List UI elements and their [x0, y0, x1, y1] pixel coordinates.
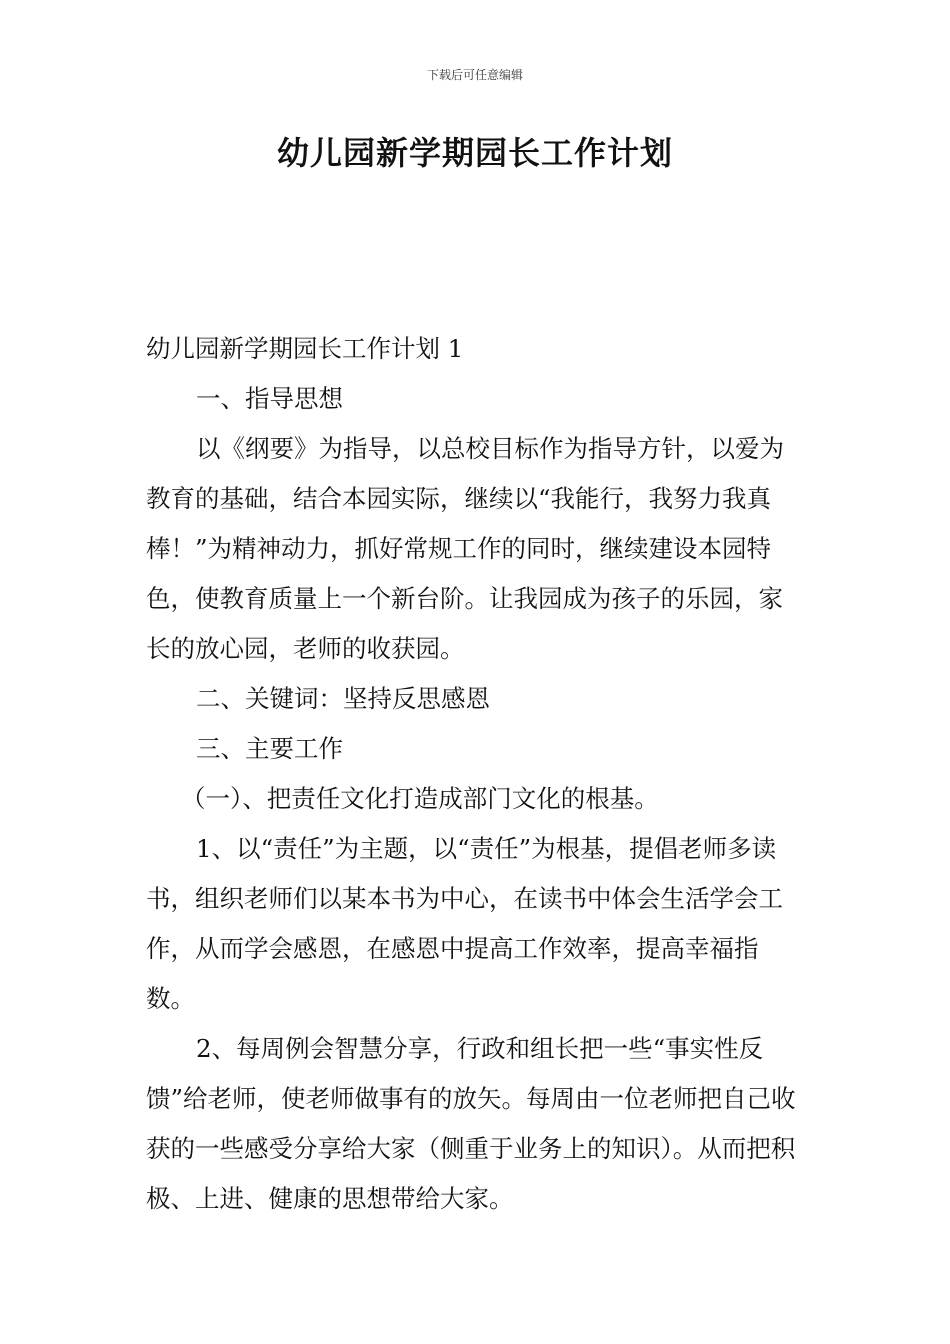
subheading-responsibility-culture: （一）、把责任文化打造成部门文化的根基。 — [181, 784, 659, 813]
heading-main-work: 三、主要工作 — [196, 734, 343, 763]
paragraph-item-2: 2、每周例会智慧分享，行政和组长把一些“事实性反馈”给老师，使老师做事有的放矢。每周由一位老师把自己收获的一些感受分享给大家（侧重于业务上的知识）。从而把积极、上进、健康的思想带给大家。 — [146, 1034, 796, 1213]
document-body — [146, 324, 806, 1224]
section-title: 幼儿园新学期园长工作计划 1 — [146, 334, 464, 363]
header-note: 下载后可任意编辑 — [426, 68, 523, 82]
heading-keywords: 二、关键词：坚持反思感恩 — [196, 684, 490, 713]
document-title: 幼儿园新学期园长工作计划 — [276, 134, 673, 172]
heading-guiding-ideology: 一、指导思想 — [196, 384, 343, 413]
paragraph-item-1: 1、以“责任”为主题，以“责任”为根基，提倡老师多读书，组织老师们以某本书为中心，在读书中体会生活学会工作，从而学会感恩，在感恩中提高工作效率，提高幸福指数。 — [146, 834, 783, 1013]
paragraph-guiding-ideology: 以《纲要》为指导，以总校目标作为指导方针，以爱为教育的基础，结合本园实际，继续以“我能行，我努力我真棒！”为精神动力，抓好常规工作的同时，继续建设本园特色，使教育质量上一个新台阶。让我园成为孩子的乐园，家长的放心园，老师的收获园。 — [146, 434, 784, 663]
